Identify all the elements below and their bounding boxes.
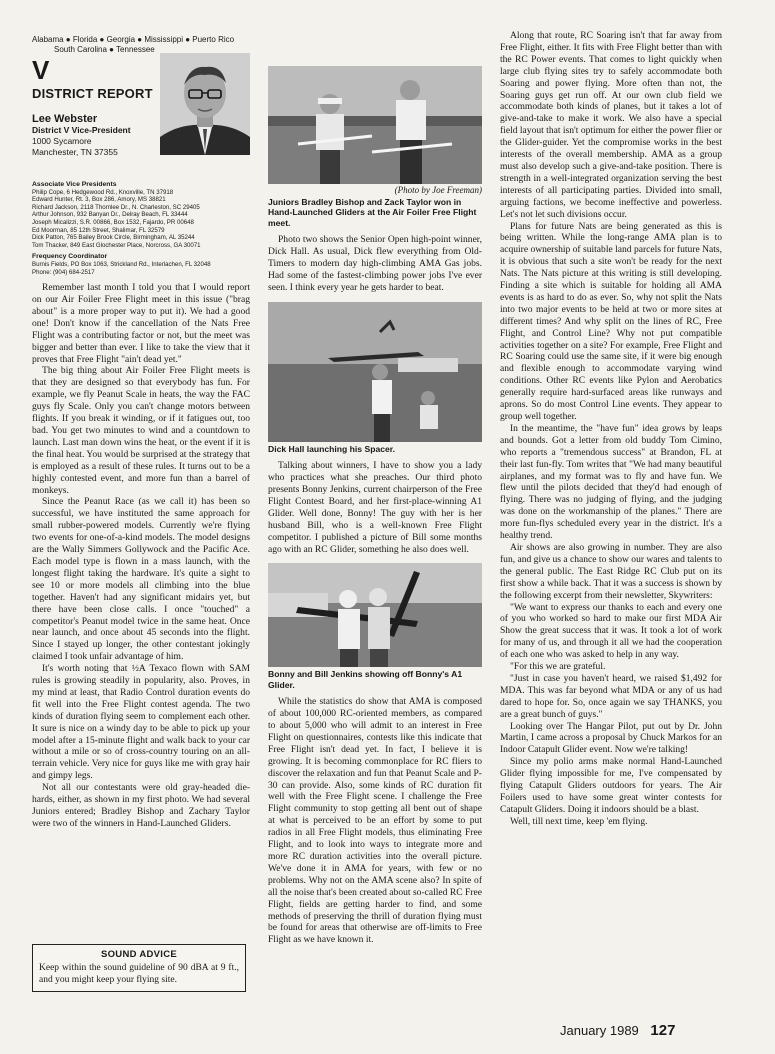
column-1 — [32, 30, 250, 830]
district-letter: V — [32, 55, 50, 85]
associate-line: Dick Patton, 765 Bailey Brook Circle, Birmingham, AL 35244 — [32, 234, 195, 242]
paragraph: The big thing about Air Foiler Free Flight meets is that they are designed so that everybody has fun. For example, we fly Peanut Scale in heats, the way the FAC guys fly Scale. Only you can't change motors between flights. If you break it winding, or if it fatigues out, too bad. You get two minutes to wind and a countdown to launch. Last man down wins the heat, or the event if it is the final heat. You would be surprised at the strategy that is employed as a result of these rules. It turns out to be a highly contested event, and more fun than a barrel of monkeys. — [32, 365, 250, 496]
paragraph: Photo two shows the Senior Open high-point winner, Dick Hall. As usual, Dick flew everything from Old-Timers to modern day high-climbing AMA Gas jobs. Had some of the fastest-climbing power jobs I've ever seen. I think every year he gets harder to beat. — [268, 234, 482, 293]
coordinator-phone: Phone: (904) 684-2517 — [32, 268, 95, 276]
column-2-text-b — [268, 460, 482, 555]
district-header — [32, 57, 250, 175]
photo-caption: Dick Hall launching his Spacer. — [268, 443, 396, 454]
page-number: 127 — [650, 1022, 676, 1039]
paragraph: Since my polio arms make normal Hand-Launched Glider flying impossible for me, I've compensated by flying Catapult Gliders outdoors for years. The Air Foilers used to have some great winter contests for Catapult Gliders. Doing it indoors should be a blast. — [500, 756, 722, 815]
paragraph: "For this we are grateful. — [510, 661, 606, 673]
paragraph: Since the Peanut Race (as we call it) has been so successful, we have instituted the same approach for small rubber-powered models. Currently we're flying two events for one-of-a-kind models. The model designs are the Wally Simmers Gollywock and the Pacific Ace. Each model type is flown in a mass launch, with the longest flight taking the hardware. It's quite a sight to see 10 or more models all climbing into the blue together. Haven't had any significant midairs yet, but there have been close calls. I once "touched" a competitor's Peanut model twice in the same heat. Once near launch, and once about 45 seconds into the flight. Since I stayed up longer, the other contestant jokingly claimed I took unfair advantage of him. — [32, 496, 250, 663]
photo-jenkins — [268, 563, 482, 667]
vp-city: Manchester, TN 37355 — [32, 147, 118, 157]
column-2-text-c — [268, 696, 482, 946]
paragraph: Talking about winners, I have to show you a lady who practices what she preaches. Our third photo presents Bonny Jenkins, current chairperson of the Free Flight Contest Board, and her first-place-winning A1 Glider. Well done, Bonny! The guy with her is her husband Bill, who is a well-known Free Flight competitor. I published a picture of Bill some months ago with an RC Glider, something he also does well. — [268, 460, 482, 555]
paragraph: Not all our contestants were old gray-headed die-hards, either, as shown in my first photo. We had several Juniors entered; Bradley Bishop and Zachary Taylor were two of the winners in Hand-Launched Gliders. — [32, 782, 250, 829]
frequency-coordinator-heading: Frequency Coordinator — [32, 253, 108, 261]
paragraph: "Just in case you haven't heard, we raised $1,492 for MDA. This was far beyond what MDA or any of us had dared to hope for. So, once again we say THANKS, you are a great bunch of guys." — [500, 672, 722, 720]
associate-line: Edward Hunter, Rt. 3, Box 286, Amory, MS 38821 — [32, 196, 166, 204]
sound-advice-title: SOUND ADVICE — [100, 949, 178, 960]
associate-line: Tom Thacker, 849 East Glochester Place, Norcross, GA 30071 — [32, 241, 201, 249]
states-line-1: Alabama ● Florida ● Georgia ● Mississippi ● Puerto Rico — [32, 35, 235, 44]
associate-line: Ed Moorman, 85 12th Street, Shalimar, FL 32579 — [32, 226, 165, 234]
photo-caption: Bonny and Bill Jenkins showing off Bonny's A1 Glider. — [268, 669, 463, 690]
associate-line: Joseph Micalizzi, S.R. 00866, Box 1532, Fajardo, PR 00648 — [32, 218, 194, 226]
vp-title: District V Vice-President — [32, 125, 131, 135]
associates-heading: Associate Vice Presidents — [32, 181, 117, 188]
sound-advice-text: Keep within the sound guideline of 90 dBA at 9 ft., and you might keep your flying site. — [39, 963, 239, 985]
paragraph: Looking over The Hangar Pilot, put out by Dr. John Martin, I came across a proposal by Chuck Markos for an Indoor Catapult Glider event. Now we're talking! — [500, 720, 722, 756]
associate-line: Philip Cope, 6 Hedgewood Rd., Knoxville, TN 37918 — [32, 188, 174, 196]
paragraph: Well, till next time, keep 'em flying. — [510, 815, 648, 827]
issue-date: January 1989 — [560, 1023, 639, 1038]
paragraph: While the statistics do show that AMA is composed of about 100,000 RC-oriented members, as compared to about 5,000 who will admit to an interest in Free Flight on questionnaires, contests like this indicate that Free Flight isn't dead yet. In fact, I believe it is growing. It is becoming commonplace for RC fliers to discover the relaxation and fun that Peanut Scale and P-30 can provide. Also, some kinds of RC duration fit well with the Free Flight scene. I challenge the Free Flight community to stop getting all bent out of shape at what is perceived to be an effort by some to put radios in all Free Flight models, thus eliminating Free Flight, and to look into ways to integrate more and more RC duration activities into the overall picture. We've done it in AMA for years, with few or no problems. Why not on the AMA scene also? In spite of all the noise that's been created about so-called RC Free Flight, fields are getting harder to find, and some methods of preserving the thrill of duration flying must be found for areas that otherwise are off-limits to Free Flight as we have known it. — [268, 696, 482, 946]
column-3 — [500, 30, 722, 828]
paragraph: Remember last month I told you that I would report on our Air Foiler Free Flight meet in this issue ("brag about" is a more proper way to put it). We had a good one! Don't know if the cancellation of the Nats Free Flight was a contributing factor or not, but the meet was bigger and better than ever. I like to take the view that it proves that Free Flight "ain't dead yet." — [32, 282, 250, 365]
column-2-text-a — [268, 234, 482, 294]
sound-advice-box — [32, 944, 246, 992]
paragraph: Along that route, RC Soaring isn't that far away from Free Flight, either. It fits with Free Flight better than with the RC Power events. That comes to light quickly when large club flying sites try to safely accommodate both Soaring and power flying. More often than not, the Soaring guys get run off. At our own club field we accommodate both kinds of planes, but it takes a lot of give-and-take to make it work. We also have a special field layout that isn't optimum for either the power flier or the Glider-guider. Yet the compromise works in the best interests of the overall membership. AMA as a group must also develop such a give-and-take position. There is strength in a well-integrated organization serving the best interests of all participating parties. Divided into small, arguing factions, we become ineffective and powerless. Let's not let such divisions occur. — [500, 30, 722, 220]
associate-line: Richard Jackson, 2118 Thornlee Dr., N. Charleston, SC 29405 — [32, 203, 200, 211]
vp-street: 1000 Sycamore — [32, 136, 92, 146]
paragraph: "We want to express our thanks to each and every one of you who worked so hard to make our first MDA Air Show the great success that it was. It took a lot of work for many of us, and through it all we had the cooperation of each one who was asked to help in any way. — [500, 601, 722, 661]
paragraph: Plans for future Nats are being generated as this is being written. While the long-range AMA plan is to acquire ownership of suitable land parcels for future Nats, it is obvious that such a site won't be ready for the next Nats. The Nats picture at this writing is still developing. Finding a site which is suitable for holding all AMA events is as hard to do as ever. So, why not split the Nats into two major events to be held at two or more sites at different times? And why split on the lines of RC, Free Flight, and Control Line? Why not put compatible activities together on a site? For example, Free Flight and RC Soaring could use the same site, if it were big enough and flexible enough to accommodate varying wind conditions. Other RC events like Pylon and Aerobatics generally require hard-surfaced areas like runways and aprons. So do most Control Line events. They appear to group well together. — [500, 220, 722, 422]
photo-juniors — [268, 66, 482, 184]
associate-line: Arthur Johnson, 932 Banyan Dr., Delray Beach, FL 33444 — [32, 211, 188, 219]
paragraph: In the meantime, the "have fun" idea grows by leaps and bounds. Got a letter from old buddy Tom Cimino, who reports a "tremendous success" at Brandon, FL at their last fun-fly. Tom writes that "We had many beautiful airplanes, and my format was to fly and have fun. We flew until the pilots decided that they'd had enough of flying. There was no judging of flying, and the judging was done on the workmanship of the planes." There are more fun-flys scheduled every year in the district. It's a healthy trend. — [500, 422, 722, 542]
vice-president-info — [32, 113, 131, 158]
paragraph: Air shows are also growing in number. They are also fun, and give us a chance to show our wares and talents to the general public. The East Ridge RC Club put on its first show a while back. That it was a success is shown by the following excerpt from their newsletter, Skywriters: — [500, 541, 722, 601]
paragraph: It's worth noting that ½A Texaco flown with SAM rules is growing steadily in popularity, also. Proves, in my mind at least, that Radio Control duration events do fit well into the Free Flight contest agenda. The two kinds of duration flying seem to complement each other. It sure is nice on a windy day to be able to pick up your model after a 15-minute flight and walk back to your car without a mile or so of cross-country touring on an all-terrain vehicle. Very nice for guys like me with gray hair and gimpy legs. — [32, 663, 250, 782]
column-1-text — [32, 282, 250, 830]
vp-name: Lee Webster — [32, 113, 98, 125]
author-portrait — [160, 53, 250, 155]
column-3-text — [500, 30, 722, 828]
state-list — [32, 35, 262, 55]
page-title: DISTRICT REPORT — [32, 86, 153, 101]
photo-credit: (Photo by Joe Freeman) — [394, 185, 482, 195]
coordinator-line: Burnis Fields, PO Box 1063, Strickland Rd., Interlachen, FL 32048 — [32, 260, 211, 268]
page-footer — [560, 1022, 675, 1039]
column-2 — [268, 30, 482, 946]
associate-vps — [32, 181, 250, 276]
states-line-2: South Carolina ● Tennessee — [54, 45, 155, 54]
photo-dick-hall — [268, 302, 482, 442]
photo-caption: Juniors Bradley Bishop and Zack Taylor won in Hand-Launched Gliders at the Air Foiler Free Flight meet. — [268, 197, 477, 228]
